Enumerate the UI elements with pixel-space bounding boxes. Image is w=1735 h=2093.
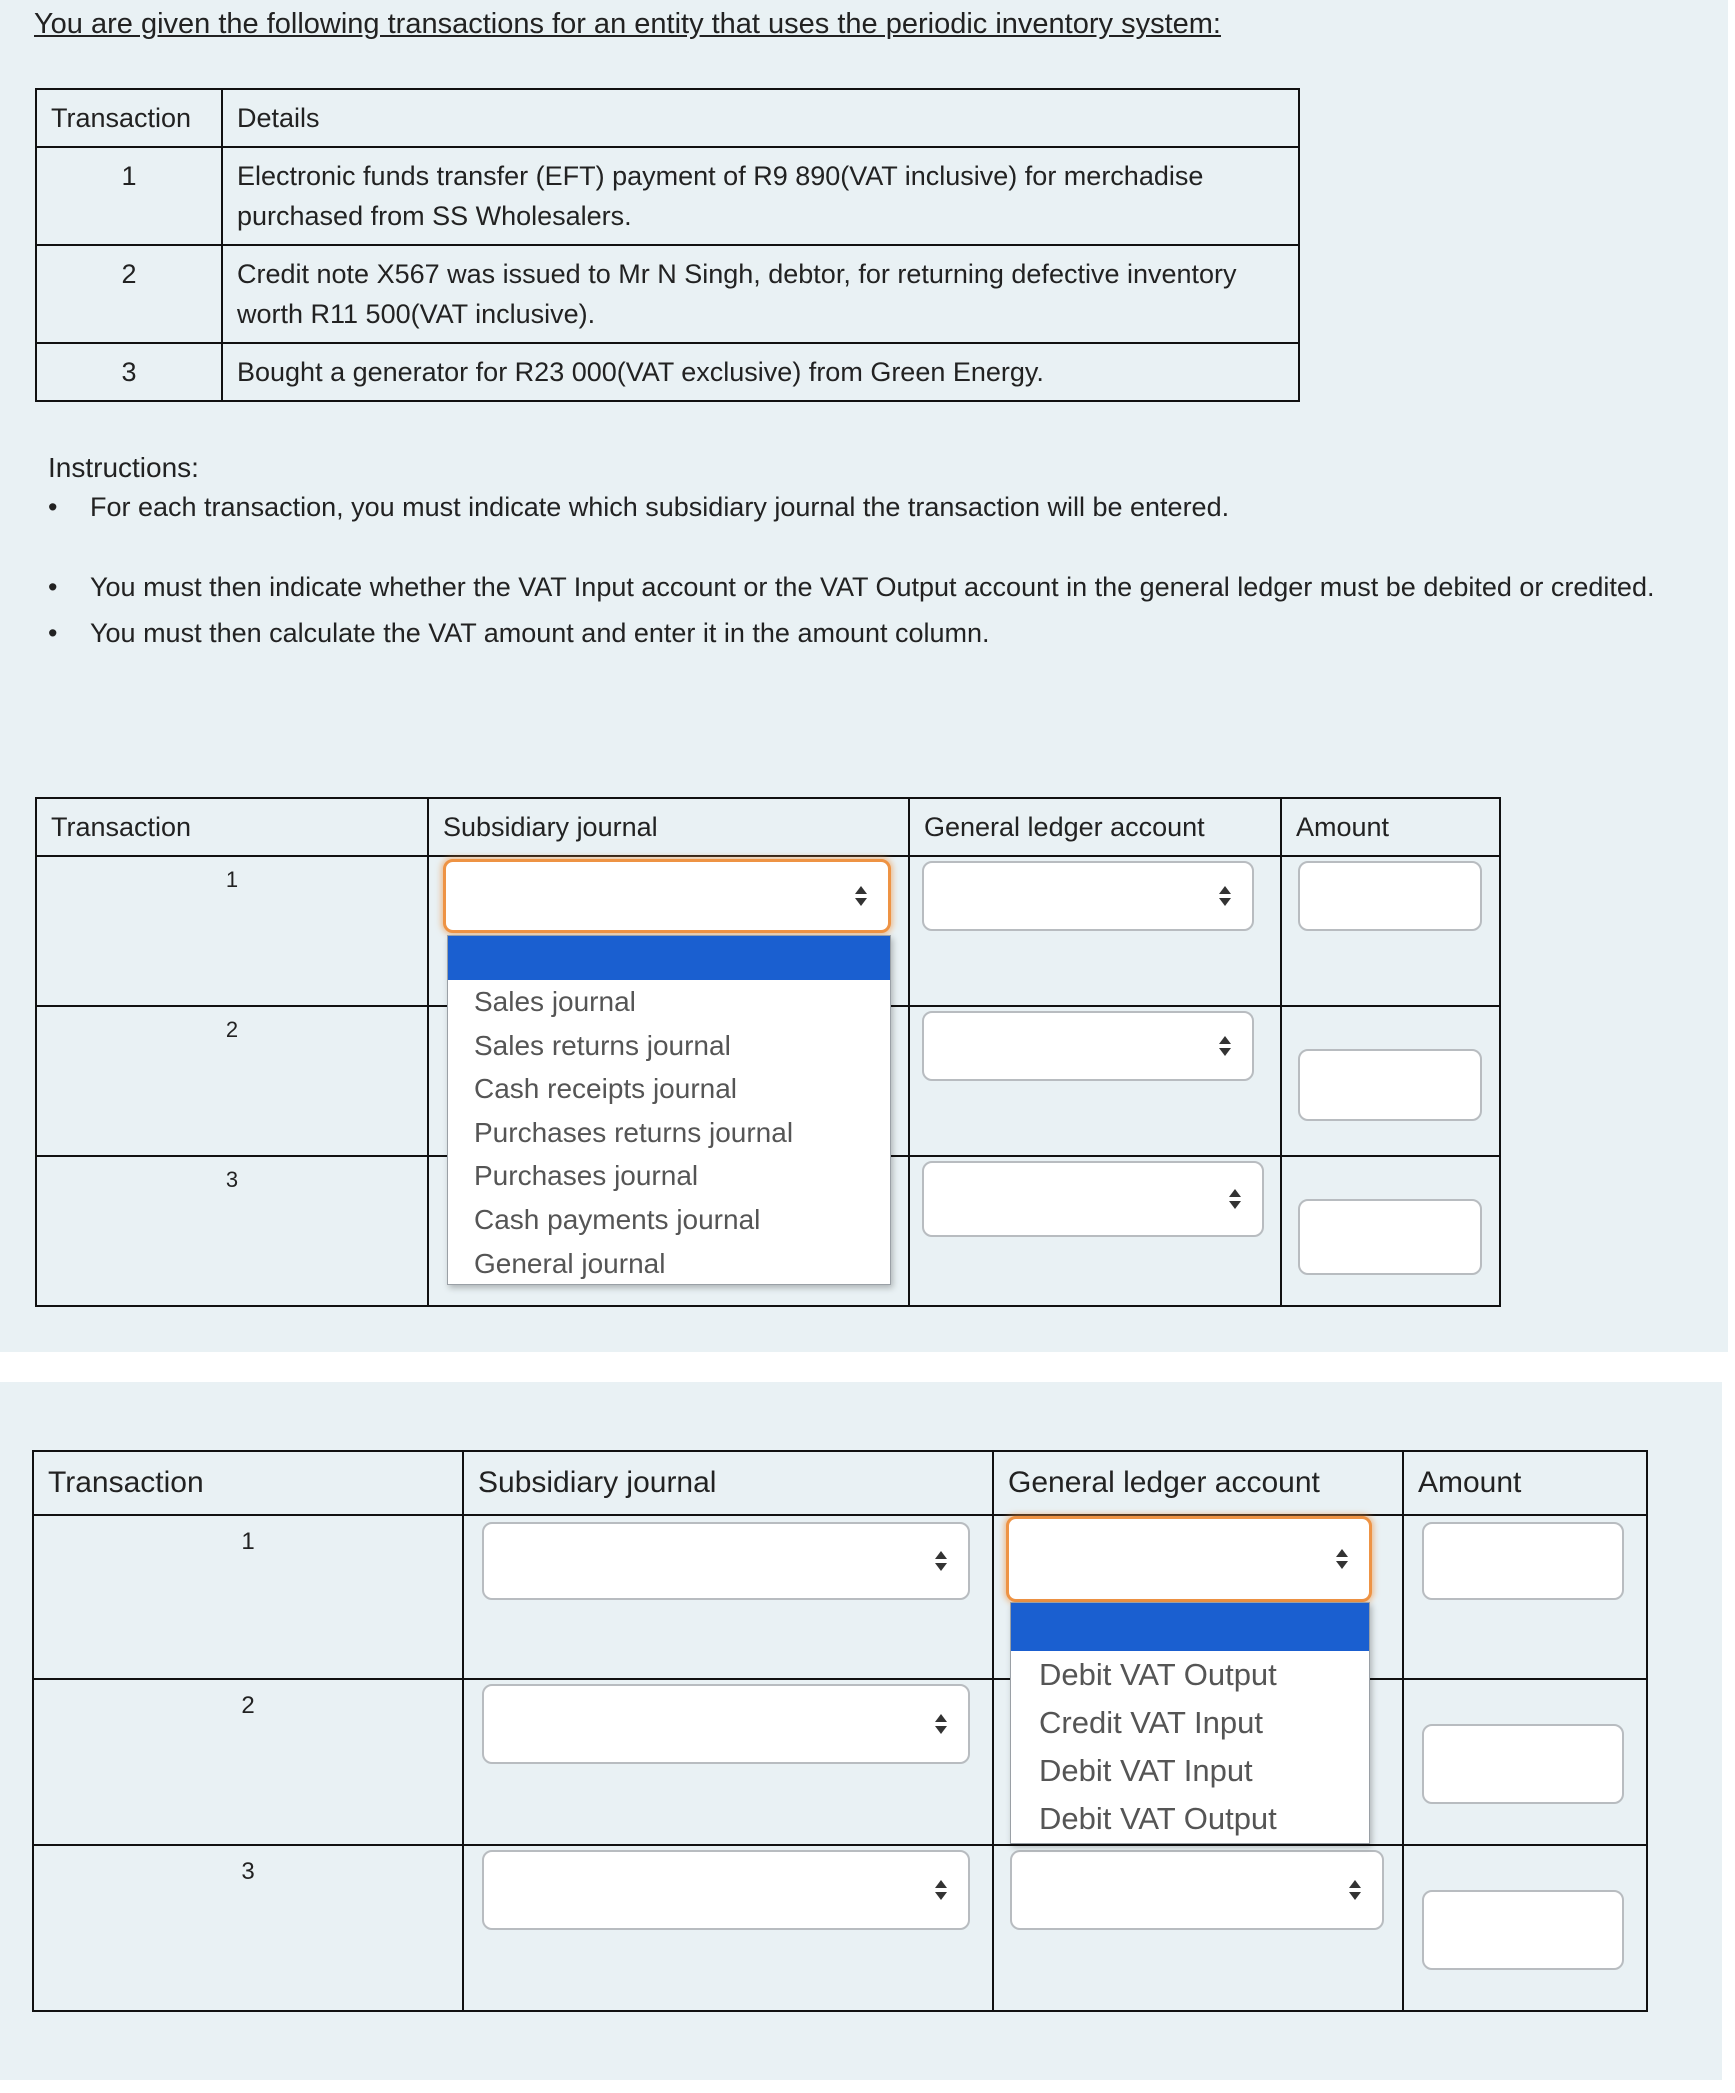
select-arrows-icon: [934, 1550, 948, 1572]
subsidiary-journal-dropdown: [447, 935, 891, 1285]
transaction-number: 2: [36, 245, 222, 343]
select-arrows-icon: [1218, 1035, 1232, 1057]
table-row: [36, 343, 1299, 401]
subsidiary-journal-cell: [463, 1845, 993, 2011]
header-transaction: Transaction: [36, 798, 428, 856]
general-ledger-cell: [993, 1515, 1403, 1836]
amount-cell: [1403, 1845, 1647, 2011]
amount-input[interactable]: [1422, 1724, 1624, 1804]
subsidiary-journal-cell: [428, 856, 909, 1279]
transaction-number: 2: [36, 1006, 428, 1156]
general-ledger-select[interactable]: [922, 1161, 1264, 1237]
table-row: [36, 856, 1500, 1006]
table-row: [36, 245, 1299, 343]
dropdown-option[interactable]: Cash receipts journal: [474, 1073, 738, 1105]
bullet-icon: •: [48, 492, 58, 522]
dropdown-option[interactable]: Purchases journal: [474, 1160, 699, 1192]
amount-input[interactable]: [1298, 861, 1482, 931]
subsidiary-journal-select[interactable]: [443, 859, 891, 933]
header-general-ledger-account: General ledger account: [993, 1451, 1403, 1515]
table-row: [33, 1845, 1647, 2011]
answer-panel-2: [0, 1382, 1722, 2080]
general-ledger-cell: [993, 1845, 1403, 2011]
transaction-number: 1: [36, 856, 428, 1006]
details-line: Bought a generator for R23 000(VAT exclusive) from Green Energy.: [237, 357, 1044, 387]
general-ledger-select[interactable]: [922, 861, 1254, 931]
subsidiary-journal-select[interactable]: [482, 1522, 970, 1600]
instruction-text: For each transaction, you must indicate which subsidiary journal the transaction will be entered.: [90, 492, 1230, 522]
amount-input[interactable]: [1298, 1199, 1482, 1275]
general-ledger-select[interactable]: [922, 1011, 1254, 1081]
amount-input[interactable]: [1422, 1522, 1624, 1600]
dropdown-option[interactable]: Debit VAT Output: [1039, 1657, 1277, 1692]
dropdown-option[interactable]: Sales journal: [474, 986, 636, 1017]
general-ledger-dropdown: [1010, 1602, 1370, 1844]
general-ledger-select[interactable]: [1010, 1850, 1384, 1930]
table-row: [33, 1515, 1647, 1679]
details-line: Electronic funds transfer (EFT) payment of R9 890(VAT inclusive) for merchadise: [237, 161, 1204, 191]
amount-cell: [1281, 856, 1500, 1006]
table-header-row: [36, 89, 1299, 147]
instruction-text: You must then calculate the VAT amount and enter it in the amount column.: [90, 618, 990, 648]
details-line: worth R11 500(VAT inclusive).: [237, 299, 596, 329]
transaction-number: 2: [33, 1679, 463, 1845]
dropdown-option[interactable]: Credit VAT Input: [1039, 1705, 1263, 1740]
amount-cell: [1281, 1156, 1500, 1306]
dropdown-option[interactable]: Debit VAT Input: [1039, 1753, 1253, 1788]
general-ledger-select[interactable]: [1006, 1516, 1372, 1602]
dropdown-option-blank[interactable]: [1011, 1603, 1369, 1651]
header-transaction: Transaction: [36, 89, 222, 147]
transaction-number: 1: [33, 1515, 463, 1679]
details-line: purchased from SS Wholesalers.: [237, 201, 632, 231]
subsidiary-journal-cell: [463, 1679, 993, 1845]
subsidiary-journal-cell: [463, 1515, 993, 1679]
select-arrows-icon: [854, 885, 868, 907]
dropdown-option[interactable]: Cash payments journal: [474, 1203, 761, 1235]
header-details: Details: [222, 89, 1299, 147]
select-arrows-icon: [1228, 1188, 1242, 1210]
transaction-number: 1: [36, 147, 222, 245]
amount-cell: [1281, 1006, 1500, 1156]
table-row: [36, 147, 1299, 245]
dropdown-option[interactable]: Sales returns journal: [474, 1029, 731, 1061]
transactions-table: [35, 88, 1300, 402]
dropdown-option[interactable]: Purchases returns journal: [474, 1116, 794, 1148]
answer-table-1: [35, 797, 1501, 1307]
instruction-text: You must then indicate whether the VAT Input account or the VAT Output account in the general ledger must be debited or credited.: [90, 572, 1655, 602]
transaction-details: [222, 245, 1299, 343]
transaction-details: [222, 147, 1299, 245]
select-arrows-icon: [1335, 1548, 1349, 1570]
table-row: [33, 1679, 1647, 1845]
general-ledger-cell: [909, 856, 1281, 1006]
amount-cell: [1403, 1515, 1647, 1679]
amount-cell: [1403, 1679, 1647, 1845]
general-ledger-cell: [909, 1156, 1281, 1306]
intro-text: You are given the following transactions for an entity that uses the periodic inventory system:: [34, 8, 1221, 40]
subsidiary-journal-select[interactable]: [482, 1850, 970, 1930]
amount-input[interactable]: [1298, 1049, 1482, 1121]
amount-input[interactable]: [1422, 1890, 1624, 1970]
dropdown-option[interactable]: General journal: [474, 1247, 666, 1279]
select-arrows-icon: [934, 1879, 948, 1901]
transaction-number: 3: [33, 1845, 463, 2011]
dropdown-option[interactable]: Debit VAT Output: [1039, 1801, 1277, 1836]
header-transaction: Transaction: [33, 1451, 463, 1515]
table-header-row: [33, 1451, 1647, 1515]
header-amount: Amount: [1281, 798, 1500, 856]
header-amount: Amount: [1403, 1451, 1647, 1515]
select-arrows-icon: [1348, 1879, 1362, 1901]
transaction-number: 3: [36, 343, 222, 401]
answer-table-2: [32, 1450, 1648, 2012]
details-line: Credit note X567 was issued to Mr N Singh, debtor, for returning defective inventory: [237, 259, 1237, 289]
select-arrows-icon: [934, 1713, 948, 1735]
transaction-number: 3: [36, 1156, 428, 1306]
bullet-icon: •: [48, 618, 58, 648]
subsidiary-journal-select[interactable]: [482, 1684, 970, 1764]
header-subsidiary-journal: Subsidiary journal: [428, 798, 909, 856]
table-header-row: [36, 798, 1500, 856]
instructions-title: Instructions:: [48, 452, 199, 483]
dropdown-option-blank[interactable]: [448, 936, 890, 980]
bullet-icon: •: [48, 572, 58, 602]
header-subsidiary-journal: Subsidiary journal: [463, 1451, 993, 1515]
header-general-ledger-account: General ledger account: [909, 798, 1281, 856]
select-arrows-icon: [1218, 885, 1232, 907]
transaction-details: [222, 343, 1299, 401]
general-ledger-cell: [909, 1006, 1281, 1156]
